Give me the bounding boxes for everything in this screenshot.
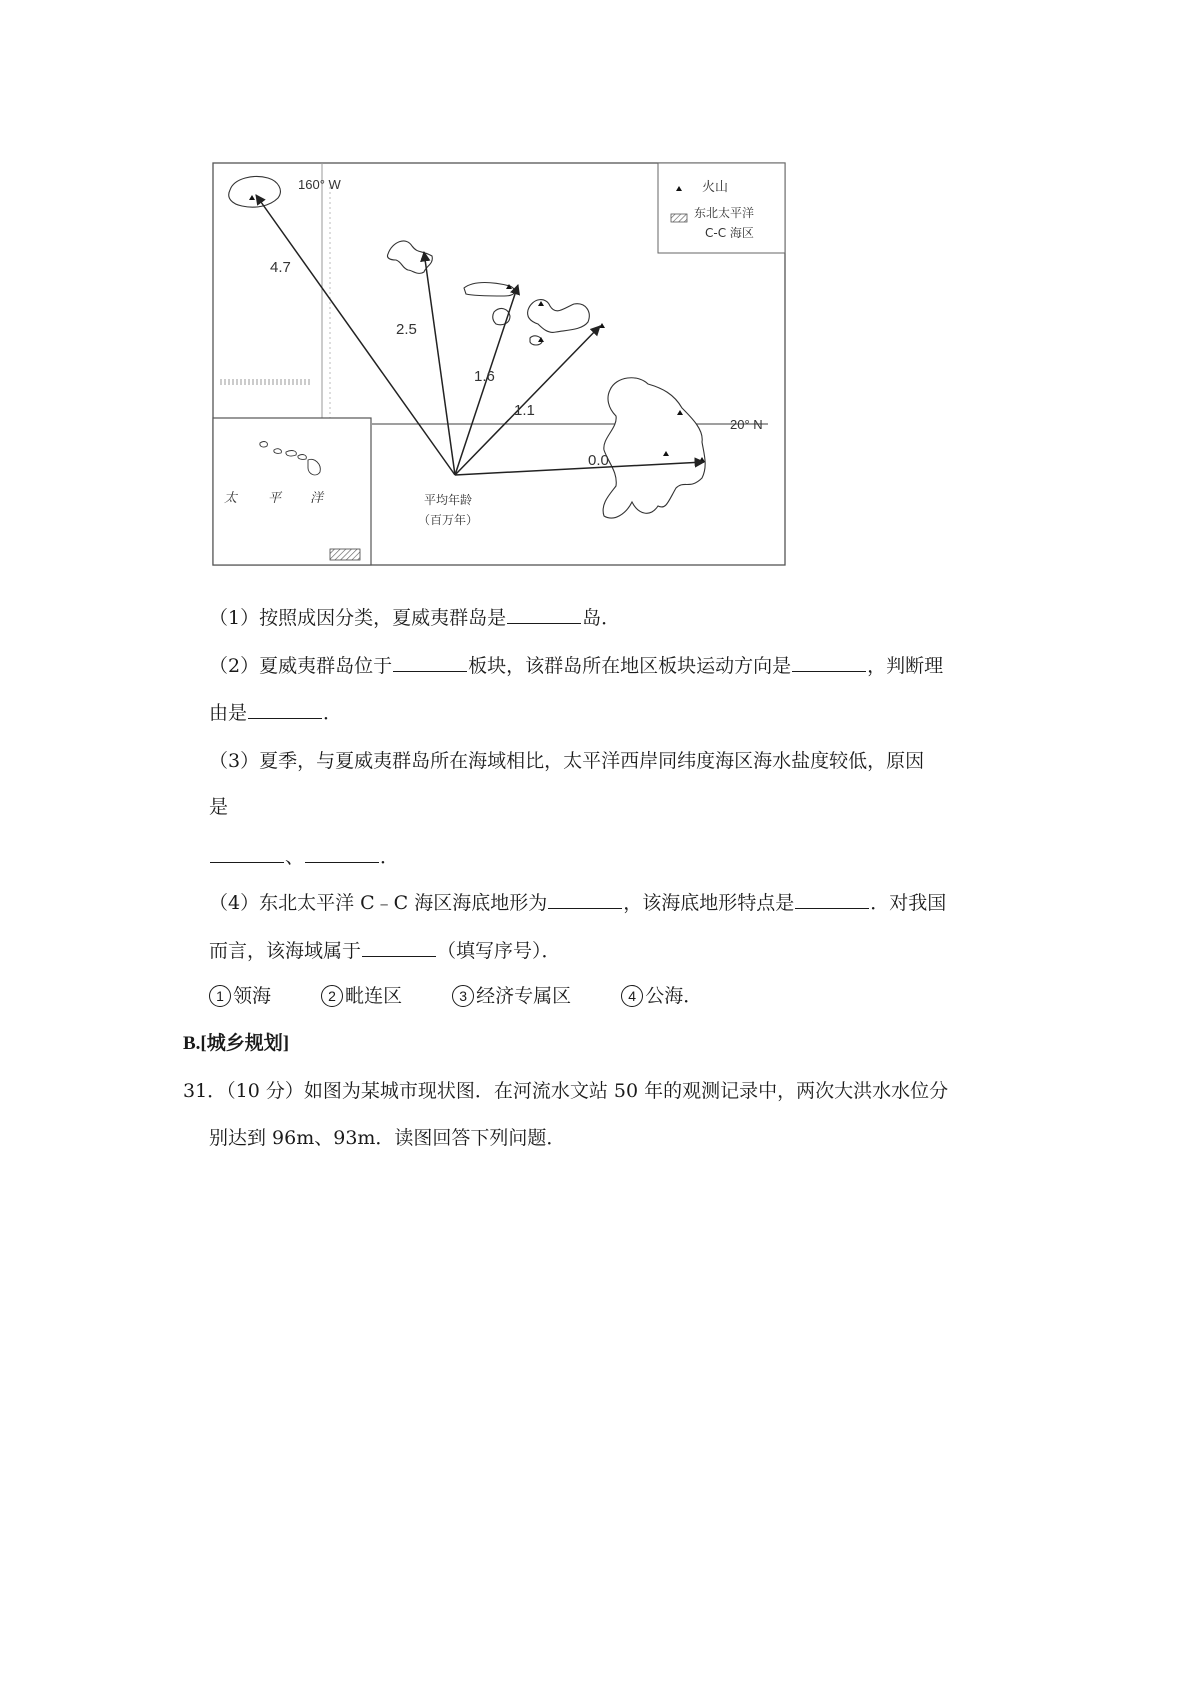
q2-text-cont: 由是	[209, 702, 248, 724]
answer-blank[interactable]	[305, 842, 379, 863]
legend-volcano: 火山	[702, 180, 729, 195]
question-4	[209, 888, 946, 916]
legend-sea-line2: C-C 海区	[705, 226, 754, 240]
question-3-cont	[209, 794, 228, 820]
answer-blank[interactable]	[795, 888, 869, 909]
answer-options	[209, 983, 746, 1009]
question-31-cont: 别达到 96m、93m．读图回答下列问题．	[209, 1127, 566, 1149]
hatch-icon	[671, 214, 687, 222]
answer-blank[interactable]	[792, 651, 866, 672]
inset-hatch-area	[330, 549, 360, 560]
option-number: 4	[621, 985, 643, 1007]
question-2	[209, 651, 943, 679]
question-1	[209, 603, 620, 631]
inset-ocean-char: 太	[224, 491, 238, 506]
question-2-cont	[209, 698, 342, 726]
answer-blank[interactable]	[548, 888, 622, 909]
q4-text-mid: ，该海底地形特点是	[623, 892, 795, 914]
answer-blank[interactable]	[248, 698, 322, 719]
option-text: 领海	[233, 985, 272, 1007]
option-4[interactable]	[621, 985, 702, 1007]
option-text: 经济专属区	[476, 985, 572, 1007]
answer-blank[interactable]	[393, 651, 467, 672]
age-label: 1.6	[474, 368, 495, 385]
question-3	[209, 748, 924, 774]
lat-label: 20° N	[730, 417, 763, 432]
option-3[interactable]	[452, 985, 571, 1007]
option-2[interactable]	[321, 985, 402, 1007]
age-caption-unit: （百万年）	[418, 513, 479, 527]
q4-text-end: （填写序号）．	[437, 940, 561, 962]
inset-map	[213, 418, 371, 565]
answer-blank[interactable]	[362, 936, 436, 957]
q2-text-mid: 板块，该群岛所在地区板块运动方向是	[468, 655, 792, 677]
lon-label: 160° W	[298, 177, 341, 192]
option-text: 公海．	[645, 985, 703, 1007]
q3-text-end: ．	[380, 846, 400, 868]
q4-text: （4）东北太平洋 C﹣C 海区海底地形为	[209, 892, 548, 914]
answer-blank[interactable]	[507, 603, 581, 624]
age-label: 1.1	[514, 402, 535, 419]
option-number: 2	[321, 985, 343, 1007]
q4-text-tail: ．对我国	[870, 892, 947, 914]
section-heading: B.[城乡规划]	[183, 1033, 290, 1054]
legend-sea-line1: 东北太平洋	[694, 206, 755, 220]
option-text: 毗连区	[345, 985, 403, 1007]
q3-text-cont: 是	[209, 796, 229, 818]
inset-ocean-char: 洋	[310, 491, 324, 506]
option-1[interactable]	[209, 985, 271, 1007]
q1-text-end: 岛．	[582, 607, 621, 629]
age-label: 2.5	[396, 321, 417, 338]
q3-separator: 、	[285, 846, 305, 868]
age-label: 0.0	[588, 452, 609, 469]
option-number: 3	[452, 985, 474, 1007]
answer-blank[interactable]	[210, 842, 284, 863]
q2-text-tail: ，判断理	[867, 655, 944, 677]
inset-ocean-char: 平	[268, 491, 282, 506]
age-caption: 平均年龄	[424, 493, 473, 507]
q3-text: （3）夏季，与夏威夷群岛所在海域相比，太平洋西岸同纬度海区海水盐度较低，原因	[209, 750, 925, 772]
age-label: 4.7	[270, 259, 291, 276]
question-31: 31．（10 分）如图为某城市现状图．在河流水文站 50 年的观测记录中，两次大洪水水位分	[183, 1080, 949, 1102]
hawaii-volcano-age-map	[212, 162, 786, 566]
q2-text-end: ．	[323, 702, 343, 724]
legend	[658, 163, 785, 253]
q4-text-cont: 而言，该海域属于	[209, 940, 362, 962]
q1-text: （1）按照成因分类，夏威夷群岛是	[209, 607, 507, 629]
q2-text: （2）夏威夷群岛位于	[209, 655, 393, 677]
option-number: 1	[209, 985, 231, 1007]
question-4-cont	[209, 936, 561, 964]
question-3-blanks	[209, 842, 399, 870]
